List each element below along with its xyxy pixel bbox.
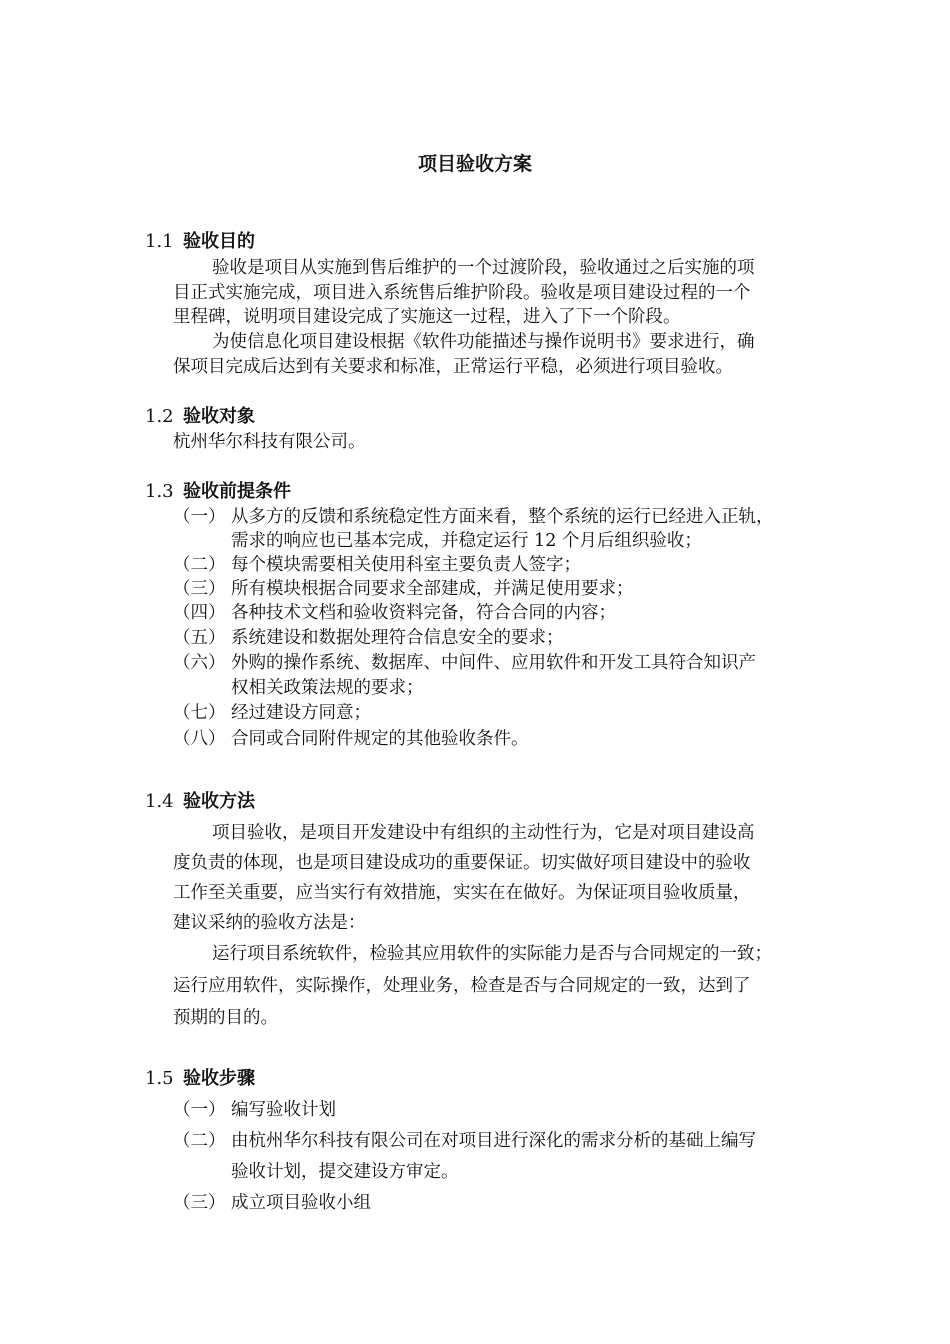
list-item (173, 506, 774, 528)
list-marker: （一） (173, 1100, 226, 1120)
list-marker: （五） (173, 628, 226, 648)
section-number: 1.4 (145, 791, 174, 812)
paragraph-line: 工作至关重要，应当实行有效措施，实实在在做好。为保证项目验收质量， (173, 883, 751, 903)
list-marker: （四） (173, 603, 226, 623)
list-item-continuation: 权相关政策法规的要求； (231, 678, 424, 698)
list-item-text: 经过建设方同意； (231, 703, 371, 723)
list-marker: （六） (173, 653, 226, 673)
list-item (173, 627, 564, 649)
list-marker: （三） (173, 579, 226, 599)
list-item-text: 由杭州华尔科技有限公司在对项目进行深化的需求分析的基础上编写 (231, 1131, 756, 1151)
list-marker: （八） (173, 729, 226, 749)
section-heading-1-2 (145, 406, 255, 428)
paragraph-line: 目正式实施完成，项目进入系统售后维护阶段。验收是项目建设过程的一个 (173, 283, 751, 303)
list-item-text: 编写验收计划 (231, 1100, 336, 1120)
section-label: 验收方法 (183, 791, 255, 812)
page-title: 项目验收方案 (417, 153, 532, 175)
list-marker: （二） (173, 555, 226, 575)
paragraph-line: 度负责的体现，也是项目建设成功的重要保证。切实做好项目建设中的验收 (173, 853, 751, 873)
section-label: 验收步骤 (183, 1068, 255, 1089)
list-item (173, 1099, 336, 1121)
section-number: 1.5 (145, 1068, 174, 1089)
list-item (173, 554, 581, 576)
paragraph-line: 预期的目的。 (173, 1008, 278, 1028)
list-item-text: 所有模块根据合同要求全部建成，并满足使用要求； (231, 579, 634, 599)
list-marker: （一） (173, 507, 226, 527)
paragraph-line: 验收是项目从实施到售后维护的一个过渡阶段，验收通过之后实施的项 (212, 258, 755, 278)
list-marker: （三） (173, 1193, 226, 1213)
list-item (173, 728, 529, 750)
section-label: 验收前提条件 (183, 481, 291, 502)
list-item (173, 1192, 371, 1214)
paragraph-line: 建议采纳的验收方法是： (173, 913, 366, 933)
list-item-text: 合同或合同附件规定的其他验收条件。 (231, 729, 529, 749)
list-item-text: 成立项目验收小组 (231, 1193, 371, 1213)
list-item-text: 从多方的反馈和系统稳定性方面来看，整个系统的运行已经进入正轨， (231, 507, 774, 527)
paragraph-line: 运行项目系统软件，检验其应用软件的实际能力是否与合同规定的一致； (212, 944, 772, 964)
section-number: 1.2 (145, 406, 174, 427)
section-heading-1-3 (145, 481, 291, 503)
list-item (173, 702, 371, 724)
list-marker: （二） (173, 1131, 226, 1151)
paragraph-line: 项目验收，是项目开发建设中有组织的主动性行为，它是对项目建设高 (212, 823, 755, 843)
list-item (173, 1130, 756, 1152)
section-number: 1.3 (145, 481, 174, 502)
list-item (173, 578, 634, 600)
paragraph-line: 里程碑，说明项目建设完成了实施这一过程，进入了下一个阶段。 (173, 307, 681, 327)
section-label: 验收对象 (183, 406, 255, 427)
section-heading-1-4 (145, 791, 255, 813)
paragraph-line: 保项目完成后达到有关要求和标准，正常运行平稳，必须进行项目验收。 (173, 357, 733, 377)
paragraph-line: 为使信息化项目建设根据《软件功能描述与操作说明书》要求进行，确 (212, 332, 755, 352)
list-item-text: 每个模块需要相关使用科室主要负责人签字； (231, 555, 581, 575)
paragraph-line: 运行应用软件，实际操作，处理业务，检查是否与合同规定的一致，达到了 (173, 976, 751, 996)
section-heading-1-5 (145, 1068, 255, 1090)
list-item-continuation: 需求的响应也已基本完成，并稳定运行 12 个月后组织验收； (231, 531, 702, 551)
list-item-text: 外购的操作系统、数据库、中间件、应用软件和开发工具符合知识产 (231, 653, 756, 673)
section-number: 1.1 (145, 231, 174, 252)
list-marker: （七） (173, 703, 226, 723)
section-heading-1-1 (145, 231, 255, 253)
list-item-text: 系统建设和数据处理符合信息安全的要求； (231, 628, 564, 648)
list-item (173, 652, 756, 674)
list-item (173, 602, 616, 624)
list-item-text: 各种技术文档和验收资料完备，符合合同的内容； (231, 603, 616, 623)
list-item-continuation: 验收计划，提交建设方审定。 (231, 1162, 459, 1182)
paragraph-line: 杭州华尔科技有限公司。 (173, 432, 366, 452)
section-label: 验收目的 (183, 231, 255, 252)
